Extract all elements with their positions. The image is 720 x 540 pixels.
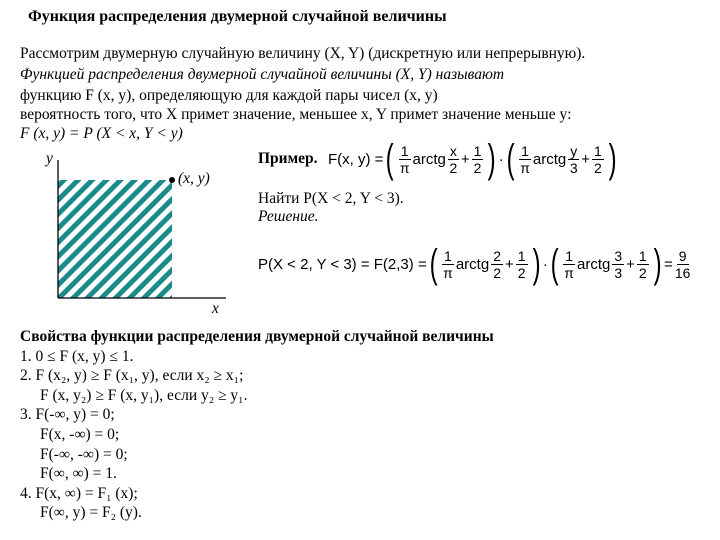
intro-line-4: вероятность того, что X примет значение, меньшее x, Y примет значение меньше y: [20, 106, 572, 123]
fraction: $\frac{1}{\pi}$ [520, 142, 530, 176]
formula-lhs: F(x, y) = [328, 150, 384, 168]
fraction: $\frac{1}{2}$ [473, 142, 482, 176]
example-task: Найти P(X < 2, Y < 3). [258, 190, 404, 207]
example-heading: Пример. [258, 150, 318, 167]
property-item: F(x, -∞) = 0; [40, 425, 120, 443]
property-item: F(-∞, -∞) = 0; [40, 445, 128, 463]
intro-line-3: функцию F (x, y), определяющую для каждой пары чисел (x, y) [20, 87, 438, 104]
x-axis-label: x [212, 300, 219, 317]
property-item: F(∞, y) = F₂ (y). [40, 504, 142, 522]
point-marker [169, 177, 175, 183]
property-item: F(∞, ∞) = 1. [40, 465, 117, 483]
property-item: F (x, y₂) ≥ F (x, y₁), если y₂ ≥ y₁. [40, 386, 248, 404]
y-axis-label: y [46, 150, 53, 167]
property-item: 2. F (x₂, y) ≥ F (x₁, y), если x₂ ≥ x₁; [20, 367, 244, 385]
example-formula: F(x, y) = ( $\frac{1}{\pi}$ arctg $\frac{x}{2}$ + $\frac{1}{2}$ ) · ( $\frac{1}{\pi}$ arctg $\frac{y}{3}$ + $\frac{1}{2}$ ) [328, 137, 617, 181]
intro-line-5: F (x, y) = P (X < x, Y < y) [20, 125, 183, 142]
fraction: $\frac{1}{\pi}$ [564, 247, 574, 281]
fraction: $\frac{3}{3}$ [614, 247, 623, 281]
fraction: $\frac{1}{2}$ [638, 247, 647, 281]
hatched-region [58, 180, 172, 298]
properties-section [20, 327, 494, 523]
intro-line-1: Рассмотрим двумерную случайную величину (X, Y) (дискретную или непрерывную). [20, 45, 586, 62]
point-label: (x, y) [178, 170, 210, 187]
page-title: Функция распределения двумерной случайной величины [28, 8, 447, 25]
solution-formula: P(X < 2, Y < 3) = F(2,3) = ( $\frac{1}{\pi}$ arctg $\frac{2}{2}$ + $\frac{1}{2}$ ) · ( $\frac{1}{\pi}$ arctg $\frac{3}{3}$ + $\frac{1}{2}$ ) = $\frac{9}{16}$ [258, 242, 691, 286]
fraction: $\frac{2}{2}$ [493, 247, 501, 281]
fraction: $\frac{9}{16}$ [674, 247, 691, 281]
fraction: $\frac{1}{2}$ [517, 247, 526, 281]
solution-lhs: P(X < 2, Y < 3) = F(2,3) = [258, 255, 427, 273]
fraction: $\frac{1}{\pi}$ [443, 247, 453, 281]
property-item: 1. 0 ≤ F (x, y) ≤ 1. [20, 347, 134, 365]
property-item: 3. F(-∞, y) = 0; [20, 406, 115, 424]
properties-heading: Свойства функции распределения двумерной случайной величины [20, 328, 494, 345]
example-solution-label: Решение. [258, 208, 319, 225]
fraction: $\frac{1}{\pi}$ [399, 142, 410, 176]
property-item: 4. F(x, ∞) = F₁ (x); [20, 484, 138, 502]
fraction: $\frac{y}{3}$ [569, 142, 578, 176]
fraction: $\frac{x}{2}$ [449, 142, 458, 176]
intro-line-2: Функцией распределения двумерной случайной величины (X, Y) называют [20, 66, 505, 83]
fraction: $\frac{1}{2}$ [594, 142, 602, 176]
